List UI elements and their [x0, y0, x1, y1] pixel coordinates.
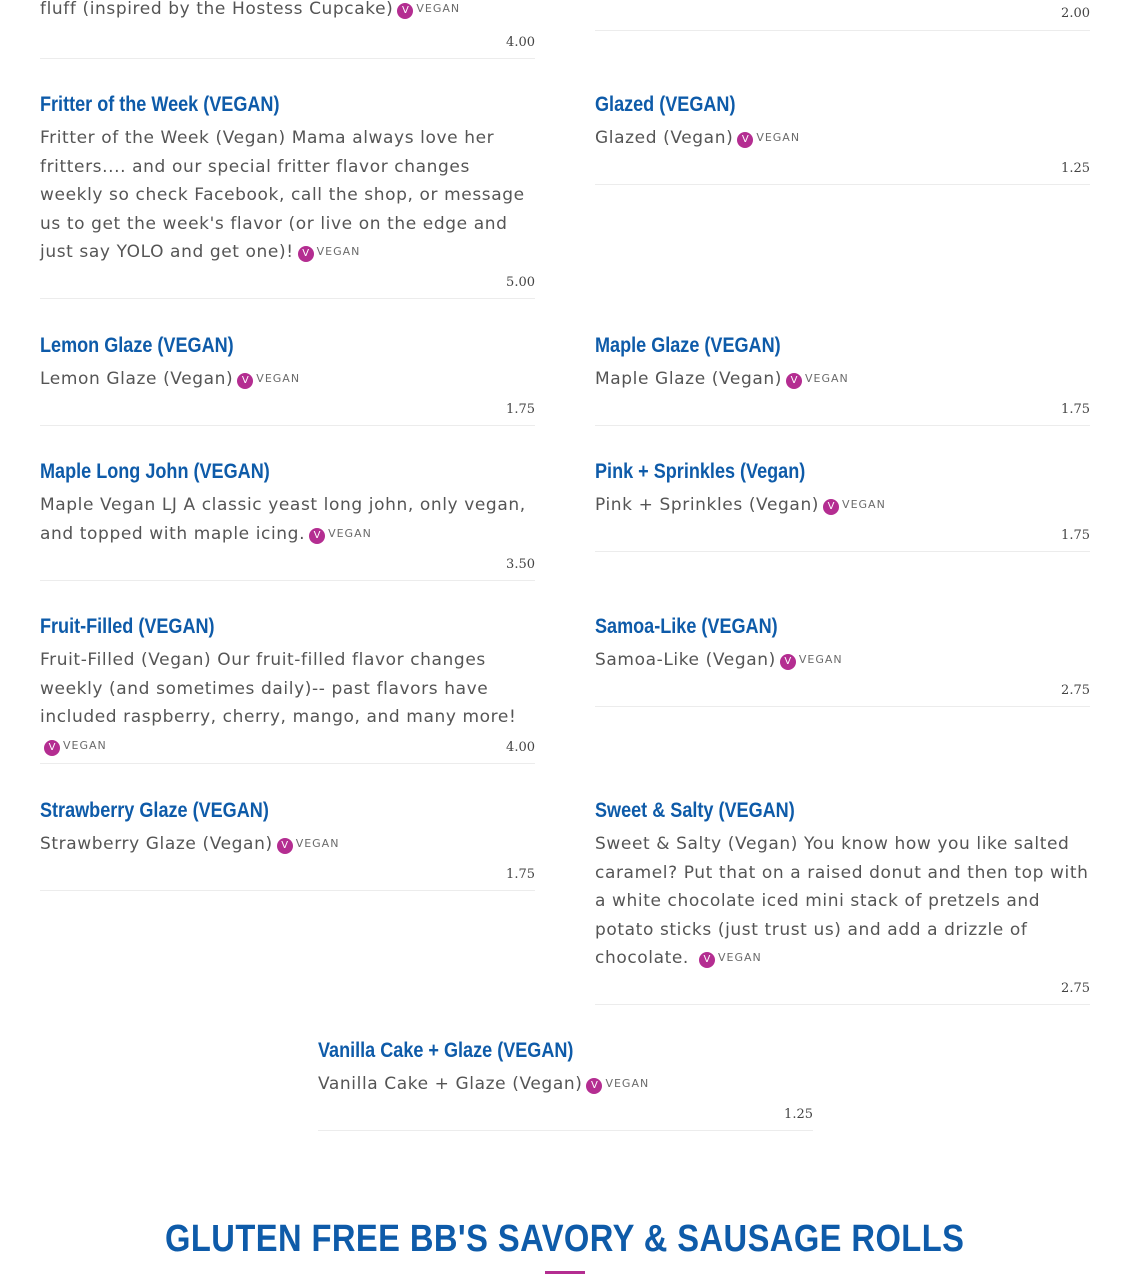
vegan-icon: V — [309, 528, 325, 544]
menu-item-title: Sweet & Salty (VEGAN) — [595, 799, 795, 822]
menu-item-price: 2.75 — [1061, 683, 1090, 698]
menu-item-description: Glazed (Vegan) V VEGAN — [595, 128, 801, 148]
menu-item-price: 4.00 — [506, 740, 535, 755]
menu-item-title: Maple Long John (VEGAN) — [40, 460, 270, 483]
vegan-label: VEGAN — [756, 131, 801, 144]
menu-item-title: Vanilla Cake + Glaze (VEGAN) — [318, 1039, 574, 1062]
vegan-label: VEGAN — [798, 653, 843, 666]
menu-item-description: Vanilla Cake + Glaze (Vegan) V VEGAN — [318, 1074, 650, 1094]
vegan-icon: V — [237, 373, 253, 389]
divider — [40, 298, 535, 299]
divider — [595, 706, 1090, 707]
menu-item-title: Glazed (VEGAN) — [595, 93, 736, 116]
menu-item-description: Sweet & Salty (Vegan) You know how you like salted caramel? Put that on a raised donut and then top with a white chocolate iced mini stack of pretzels and potato sticks (just trust us) and add a drizzle of chocolate. V VEGAN — [595, 834, 1089, 969]
section-heading: GLUTEN FREE BB'S SAVORY & SAUSAGE ROLLS — [165, 1218, 965, 1260]
divider — [40, 58, 535, 59]
vegan-icon: V — [44, 740, 60, 756]
menu-item-description: Strawberry Glaze (Vegan) V VEGAN — [40, 834, 340, 854]
vegan-icon: V — [397, 3, 413, 19]
menu-item-price: 2.00 — [1061, 6, 1090, 21]
menu-item-price: 1.25 — [784, 1107, 813, 1122]
menu-item-partial-right — [595, 0, 1090, 35]
vegan-icon: V — [823, 499, 839, 515]
vegan-icon: V — [586, 1078, 602, 1094]
section-underline — [545, 1271, 585, 1274]
vegan-icon: V — [737, 132, 753, 148]
menu-item-title: Pink + Sprinkles (Vegan) — [595, 460, 806, 483]
menu-item-price: 1.75 — [506, 867, 535, 882]
vegan-label: VEGAN — [842, 498, 886, 511]
menu-item-partial-left — [40, 0, 535, 60]
divider — [40, 425, 535, 426]
menu-item-title: Strawberry Glaze (VEGAN) — [40, 799, 269, 822]
vegan-icon: V — [298, 246, 314, 262]
divider — [40, 763, 535, 764]
menu-item-price: 1.75 — [1061, 528, 1090, 543]
vegan-label: VEGAN — [605, 1077, 650, 1090]
menu-item-title: Samoa-Like (VEGAN) — [595, 615, 778, 638]
menu-item-price: 2.75 — [1061, 981, 1090, 996]
menu-item-description: Maple Vegan LJ A classic yeast long john, only vegan, and topped with maple icing. V VEGAN — [40, 495, 526, 544]
vegan-label: VEGAN — [316, 245, 361, 259]
vegan-icon: V — [786, 373, 802, 389]
menu-item-description: Fruit-Filled (Vegan) Our fruit-filled flavor changes weekly (and sometimes daily)-- past flavors have included raspberry, cherry, mango, and many more!V VEGAN — [40, 646, 535, 760]
vegan-label: VEGAN — [717, 951, 762, 965]
vegan-label: VEGAN — [328, 526, 372, 540]
menu-item-price: 3.50 — [506, 557, 535, 572]
divider — [40, 580, 535, 581]
divider — [595, 30, 1090, 31]
menu-item-title: Fruit-Filled (VEGAN) — [40, 615, 215, 638]
menu-item-description: Fritter of the Week (Vegan) Mama always love her fritters.... and our special fritter flavor changes weekly so check Facebook, call the shop, or message us to get the week's flavor (or live on the edge and just say YOLO and get one)! V VEGAN — [40, 128, 525, 263]
vegan-icon: V — [699, 952, 715, 968]
menu-item-description: Maple Glaze (Vegan) V VEGAN — [595, 369, 849, 389]
vegan-label: VEGAN — [416, 2, 461, 15]
menu-item-description: Lemon Glaze (Vegan) V VEGAN — [40, 369, 301, 389]
divider — [40, 890, 535, 891]
menu-item-price: 1.75 — [506, 402, 535, 417]
vegan-label: VEGAN — [804, 372, 849, 385]
vegan-icon: V — [277, 838, 293, 854]
vegan-label: VEGAN — [295, 837, 340, 850]
divider — [595, 184, 1090, 185]
divider — [595, 551, 1090, 552]
vegan-label: VEGAN — [63, 738, 107, 752]
menu-item-price: 1.75 — [1061, 402, 1090, 417]
menu-item-title: Maple Glaze (VEGAN) — [595, 334, 781, 357]
menu-item-price: 1.25 — [1061, 161, 1090, 176]
vegan-icon: V — [780, 654, 796, 670]
divider — [595, 425, 1090, 426]
menu-item-price: 4.00 — [506, 35, 535, 50]
menu-item-description: Pink + Sprinkles (Vegan) V VEGAN — [595, 495, 886, 515]
divider — [595, 1004, 1090, 1005]
menu-item-description: fluff (inspired by the Hostess Cupcake) V VEGAN — [40, 0, 461, 19]
menu-item-title: Lemon Glaze (VEGAN) — [40, 334, 234, 357]
menu-item-price: 5.00 — [506, 275, 535, 290]
menu-item-description: Samoa-Like (Vegan) V VEGAN — [595, 650, 843, 670]
menu-item-title: Fritter of the Week (VEGAN) — [40, 93, 280, 116]
divider — [318, 1130, 813, 1131]
vegan-label: VEGAN — [256, 372, 301, 385]
